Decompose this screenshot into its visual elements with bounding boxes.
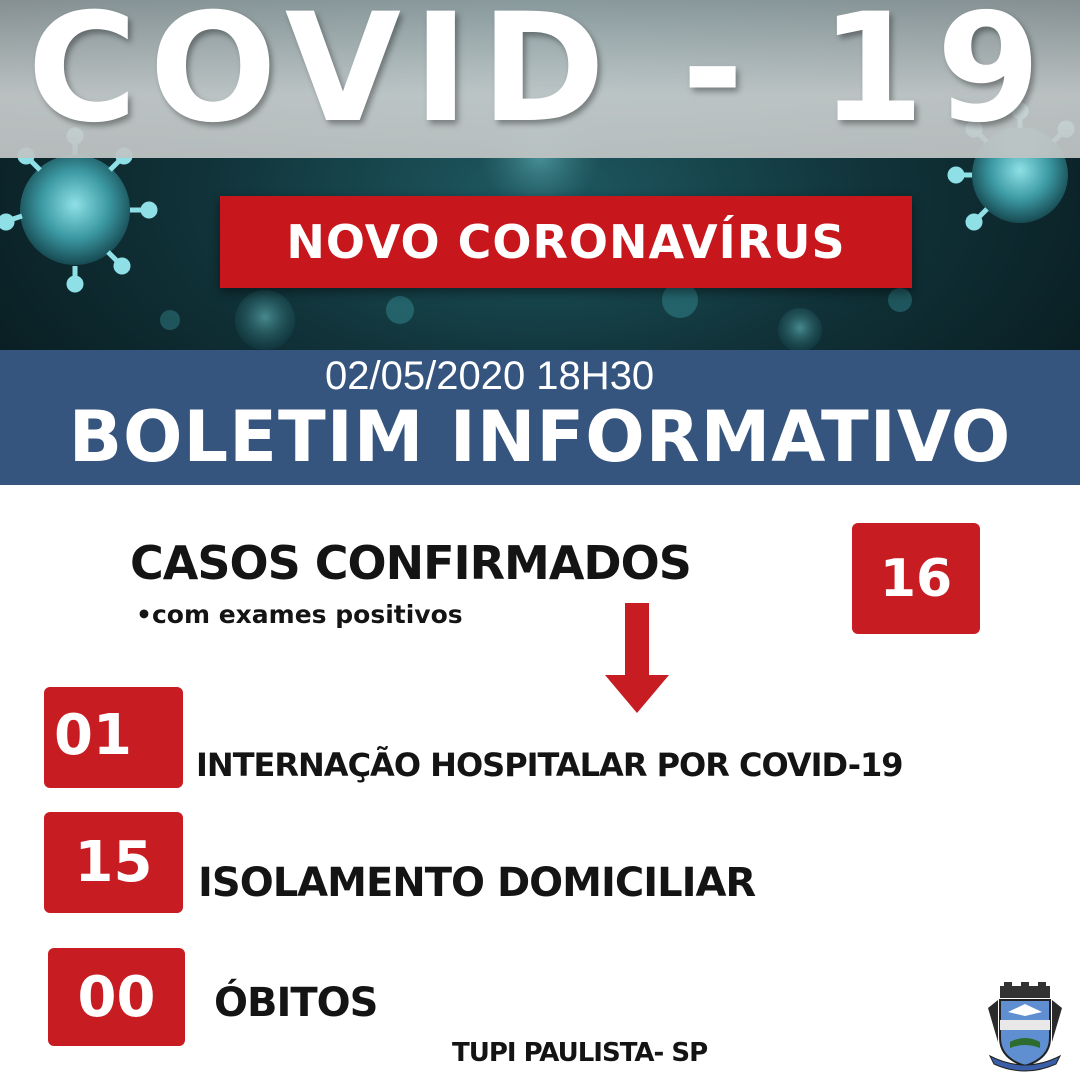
- confirmed-heading: CASOS CONFIRMADOS: [130, 536, 691, 590]
- title-band: [0, 0, 1080, 158]
- banner-subtitle: NOVO CORONAVÍRUS: [286, 215, 846, 269]
- city-name: TUPI PAULISTA- SP: [452, 1038, 708, 1068]
- arrow-down-icon: [605, 603, 669, 713]
- bulletin-datetime: 02/05/2020 18H30: [325, 354, 655, 398]
- home-isolation-count: 15: [44, 812, 183, 913]
- hospitalized-count: 01: [44, 687, 183, 788]
- city-crest-logo: [984, 982, 1066, 1072]
- banner-title: COVID - 19: [27, 0, 1053, 156]
- deaths-count: 00: [48, 948, 185, 1046]
- confirmed-count: 16: [852, 523, 980, 634]
- header-banner: [0, 0, 1080, 485]
- confirmed-note: •com exames positivos: [136, 600, 463, 629]
- subtitle-box: [220, 196, 912, 288]
- hospitalized-label: INTERNAÇÃO HOSPITALAR POR COVID-19: [196, 746, 903, 784]
- home-isolation-label: ISOLAMENTO DOMICILIAR: [198, 860, 756, 906]
- deaths-label: ÓBITOS: [214, 980, 378, 1026]
- bulletin-title: BOLETIM INFORMATIVO: [68, 396, 1012, 478]
